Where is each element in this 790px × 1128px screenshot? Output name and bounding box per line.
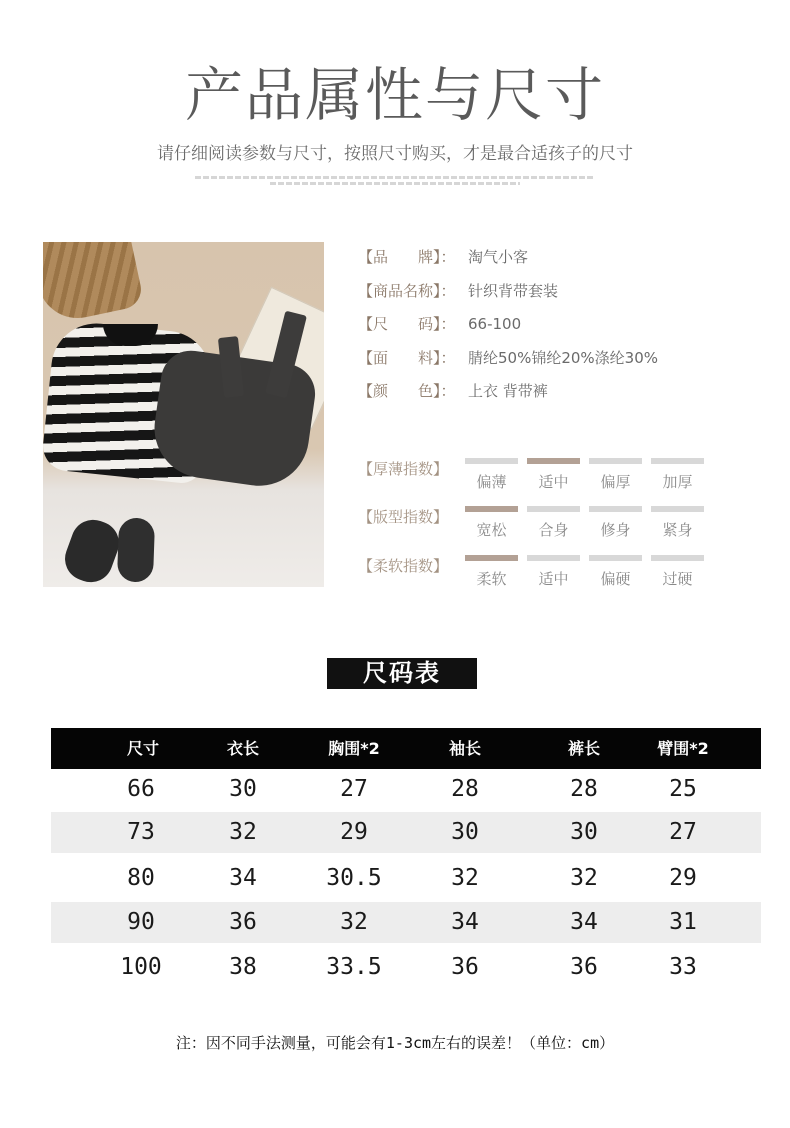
table-cell: 36 bbox=[451, 954, 479, 980]
index-bar-selected bbox=[465, 555, 518, 561]
table-cell: 33 bbox=[669, 954, 697, 980]
table-cell: 28 bbox=[570, 776, 598, 802]
index-option: 加厚 bbox=[662, 473, 693, 491]
table-cell: 32 bbox=[229, 819, 257, 845]
index-option: 修身 bbox=[600, 521, 631, 539]
attribute-fabric bbox=[358, 347, 658, 368]
index-bar bbox=[465, 458, 518, 464]
table-cell: 32 bbox=[451, 865, 479, 891]
table-cell: 30.5 bbox=[326, 865, 382, 891]
table-cell: 29 bbox=[669, 865, 697, 891]
thickness-index-label: 【厚薄指数】 bbox=[358, 460, 449, 478]
table-cell: 25 bbox=[669, 776, 697, 802]
table-row bbox=[51, 902, 761, 943]
index-bar bbox=[527, 555, 580, 561]
table-cell: 31 bbox=[669, 909, 697, 935]
index-option: 偏薄 bbox=[476, 473, 507, 491]
index-option: 偏厚 bbox=[600, 473, 631, 491]
table-cell: 29 bbox=[340, 819, 368, 845]
table-row bbox=[51, 769, 761, 810]
index-option: 适中 bbox=[538, 473, 569, 491]
index-bar bbox=[589, 506, 642, 512]
table-cell: 36 bbox=[570, 954, 598, 980]
size-chart-title: 尺码表 bbox=[327, 658, 477, 689]
table-cell: 27 bbox=[669, 819, 697, 845]
table-cell: 38 bbox=[229, 954, 257, 980]
table-cell: 73 bbox=[127, 819, 155, 845]
table-cell: 30 bbox=[229, 776, 257, 802]
table-cell: 90 bbox=[127, 909, 155, 935]
index-bar-selected bbox=[465, 506, 518, 512]
index-bar bbox=[651, 506, 704, 512]
table-cell: 33.5 bbox=[326, 954, 382, 980]
attribute-label: 【面 料】： bbox=[358, 349, 456, 367]
measurement-note: 注：因不同手法测量，可能会有1-3cm左右的误差！（单位：cm） bbox=[175, 1034, 615, 1052]
index-option: 适中 bbox=[538, 570, 569, 588]
size-table-header bbox=[51, 728, 761, 769]
table-cell: 66 bbox=[127, 776, 155, 802]
table-row bbox=[51, 947, 761, 988]
table-cell: 32 bbox=[340, 909, 368, 935]
fit-index-label: 【版型指数】 bbox=[358, 508, 449, 526]
column-header: 臂围*2 bbox=[657, 739, 709, 758]
column-header: 衣长 bbox=[226, 739, 259, 758]
column-header: 胸围*2 bbox=[328, 739, 380, 758]
table-cell: 30 bbox=[570, 819, 598, 845]
softness-index-label: 【柔软指数】 bbox=[358, 557, 449, 575]
column-header: 裤长 bbox=[567, 739, 600, 758]
index-bar bbox=[651, 458, 704, 464]
decorative-divider bbox=[195, 176, 595, 179]
table-row bbox=[51, 858, 761, 899]
index-option: 宽松 bbox=[476, 521, 507, 539]
table-cell: 36 bbox=[229, 909, 257, 935]
index-option: 合身 bbox=[538, 521, 569, 539]
attribute-value: 针织背带套装 bbox=[468, 282, 559, 300]
column-header: 袖长 bbox=[448, 739, 481, 758]
attribute-size bbox=[358, 313, 521, 334]
index-option: 过硬 bbox=[662, 570, 693, 588]
page-title: 产品属性与尺寸 bbox=[184, 61, 605, 129]
index-option: 柔软 bbox=[476, 570, 507, 588]
attribute-value: 淘气小客 bbox=[468, 248, 529, 266]
decorative-divider bbox=[270, 182, 520, 185]
attribute-value: 66-100 bbox=[468, 315, 522, 333]
attribute-brand bbox=[358, 246, 528, 267]
attribute-label: 【颜 色】： bbox=[358, 382, 456, 400]
index-option: 偏硬 bbox=[600, 570, 631, 588]
index-bar bbox=[589, 555, 642, 561]
table-cell: 28 bbox=[451, 776, 479, 802]
table-cell: 100 bbox=[120, 954, 162, 980]
table-cell: 34 bbox=[570, 909, 598, 935]
table-cell: 80 bbox=[127, 865, 155, 891]
attribute-label: 【尺 码】： bbox=[358, 315, 456, 333]
table-cell: 30 bbox=[451, 819, 479, 845]
table-cell: 27 bbox=[340, 776, 368, 802]
attribute-label: 【品 牌】： bbox=[358, 248, 456, 266]
attribute-label: 【商品名称】： bbox=[358, 282, 456, 300]
column-header: 尺寸 bbox=[126, 739, 159, 758]
attribute-product-name bbox=[358, 280, 558, 301]
table-cell: 34 bbox=[451, 909, 479, 935]
attribute-value: 腈纶50%锦纶20%涤纶30% bbox=[468, 349, 659, 367]
attribute-value: 上衣 背带裤 bbox=[468, 382, 548, 400]
table-cell: 34 bbox=[229, 865, 257, 891]
table-row bbox=[51, 812, 761, 853]
product-photo bbox=[43, 242, 324, 587]
index-bar-selected bbox=[527, 458, 580, 464]
index-bar bbox=[651, 555, 704, 561]
attribute-color bbox=[358, 380, 548, 401]
index-bar bbox=[527, 506, 580, 512]
table-cell: 32 bbox=[570, 865, 598, 891]
index-bar bbox=[589, 458, 642, 464]
index-option: 紧身 bbox=[662, 521, 693, 539]
page-subtitle: 请仔细阅读参数与尺寸，按照尺寸购买，才是最合适孩子的尺寸 bbox=[157, 144, 633, 164]
